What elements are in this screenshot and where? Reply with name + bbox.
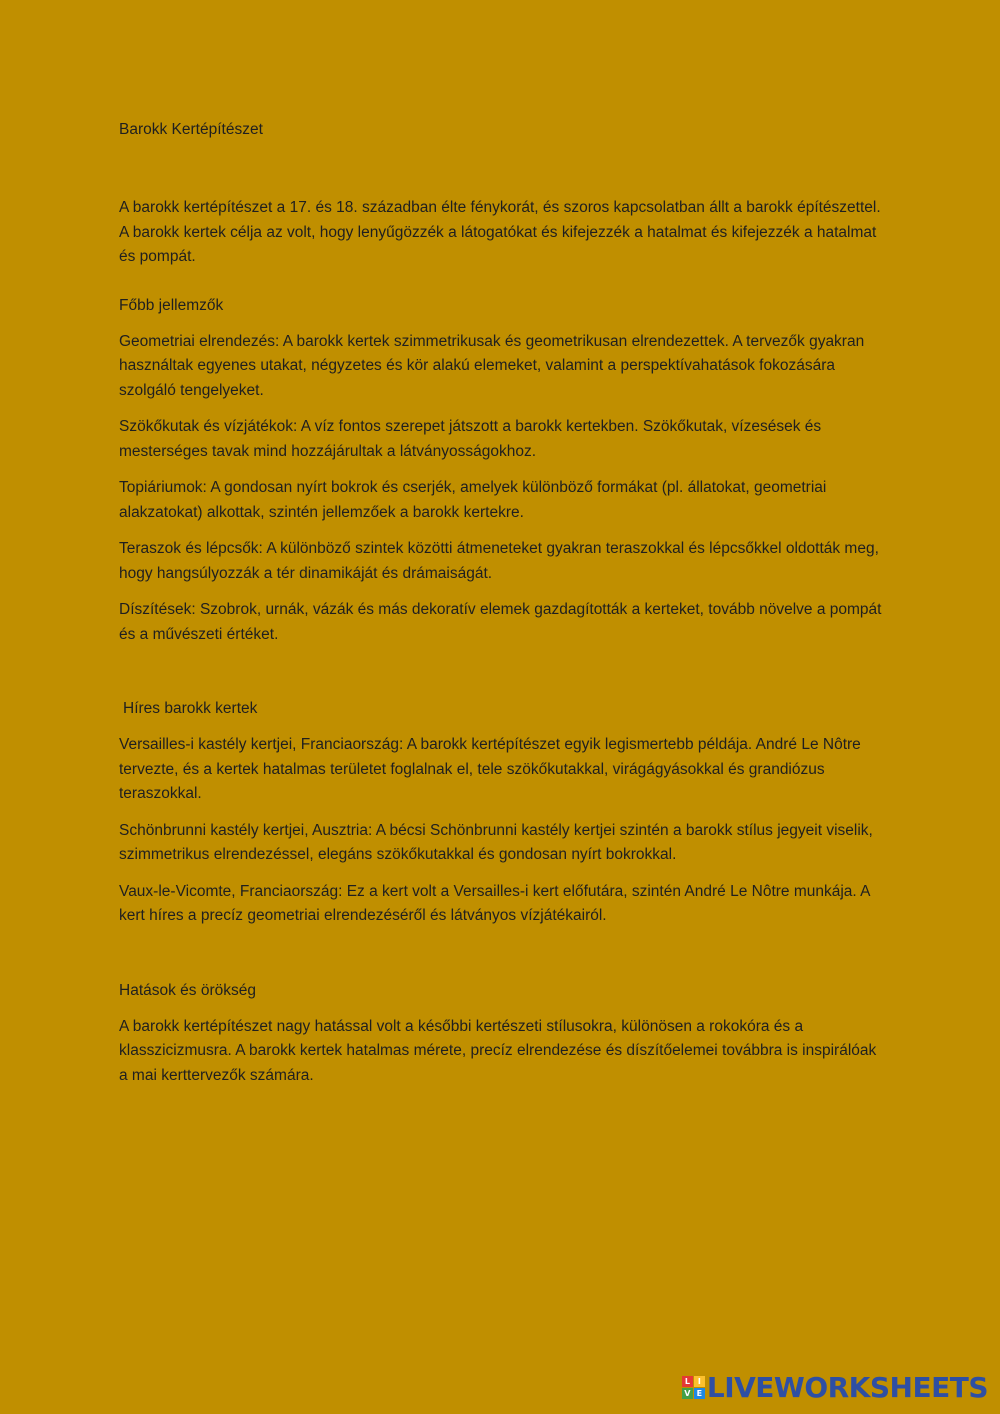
famous-gardens-heading: Híres barokk kertek — [123, 700, 258, 717]
liveworksheets-logo — [682, 1371, 988, 1404]
logo-letter-v: V — [682, 1388, 693, 1399]
logo-mark-icon — [682, 1376, 705, 1399]
document-page — [119, 118, 887, 1100]
document-title: Barokk Kertépítészet — [119, 121, 263, 138]
feature-paragraph-geometry: Geometriai elrendezés: A barokk kertek szimmetrikusak és geometrikusan elrendezettek. A tervezők gyakran használtak egyenes utakat, négyzetes és kör alakú elemeket, valamint a perspektívahatások fokozására szolgáló tengelyeket. — [119, 332, 865, 399]
legacy-paragraph: A barokk kertépítészet nagy hatással volt a későbbi kertészeti stílusokra, különösen a rokokóra és a klasszicizmusra. A barokk kertek hatalmas mérete, precíz elrendezése és díszítőelemei továbbra is inspirálóak a mai kerttervezők számára. — [119, 1017, 877, 1084]
logo-letter-i: I — [694, 1376, 705, 1387]
feature-paragraph-decorations: Díszítések: Szobrok, urnák, vázák és más dekoratív elemek gazdagították a kerteket, tovább növelve a pompát és a művészeti értéket. — [119, 601, 882, 643]
feature-paragraph-terraces: Teraszok és lépcsők: A különböző szintek közötti átmeneteket gyakran teraszokkal és lépcsőkkel oldották meg, hogy hangsúlyozzák a tér dinamikáját és drámaiságát. — [119, 540, 879, 582]
feature-paragraph-topiary: Topiáriumok: A gondosan nyírt bokrok és cserjék, amelyek különböző formákat (pl. állatokat, geometriai alakzatokat) alkottak, szintén jellemzőek a barokk kertekre. — [119, 479, 827, 521]
famous-paragraph-versailles: Versailles-i kastély kertjei, Franciaország: A barokk kertépítészet egyik legismertebb példája. André Le Nôtre tervezte, és a kertek hatalmas területet foglalnak el, tele szökőkutakkal, virágágyásokkal és grandiózus teraszokkal. — [119, 736, 861, 802]
famous-paragraph-vaux: Vaux-le-Vicomte, Franciaország: Ez a kert volt a Versailles-i kert előfutára, szintén André Le Nôtre munkája. A kert híres a precíz geometriai elrendezéséről és látványos vízjátékairól. — [119, 882, 870, 924]
logo-letter-l: L — [682, 1376, 693, 1387]
intro-paragraph: A barokk kertépítészet a 17. és 18. században élte fénykorát, és szoros kapcsolatban állt a barokk építészettel. A barokk kertek célja az volt, hogy lenyűgözzék a látogatókat és kifejezzék a hatalmat és kifejezzék a hatalmat és pompát. — [119, 199, 881, 265]
logo-text: LIVEWORKSHEETS — [706, 1371, 988, 1404]
famous-paragraph-schonbrunn: Schönbrunni kastély kertjei, Ausztria: A bécsi Schönbrunni kastély kertjei szintén a barokk stílus jegyeit viselik, szimmetrikus elrendezéssel, elegáns szökőkutakkal és gondosan nyírt bokrokkal. — [119, 821, 873, 863]
legacy-heading: Hatások és örökség — [119, 981, 256, 999]
logo-letter-e: E — [694, 1388, 705, 1399]
feature-paragraph-fountains: Szökőkutak és vízjátékok: A víz fontos szerepet játszott a barokk kertekben. Szökőkutak, vízesések és mesterséges tavak mind hozzájárultak a látványosságokhoz. — [119, 418, 822, 460]
features-heading: Főbb jellemzők — [119, 296, 224, 314]
